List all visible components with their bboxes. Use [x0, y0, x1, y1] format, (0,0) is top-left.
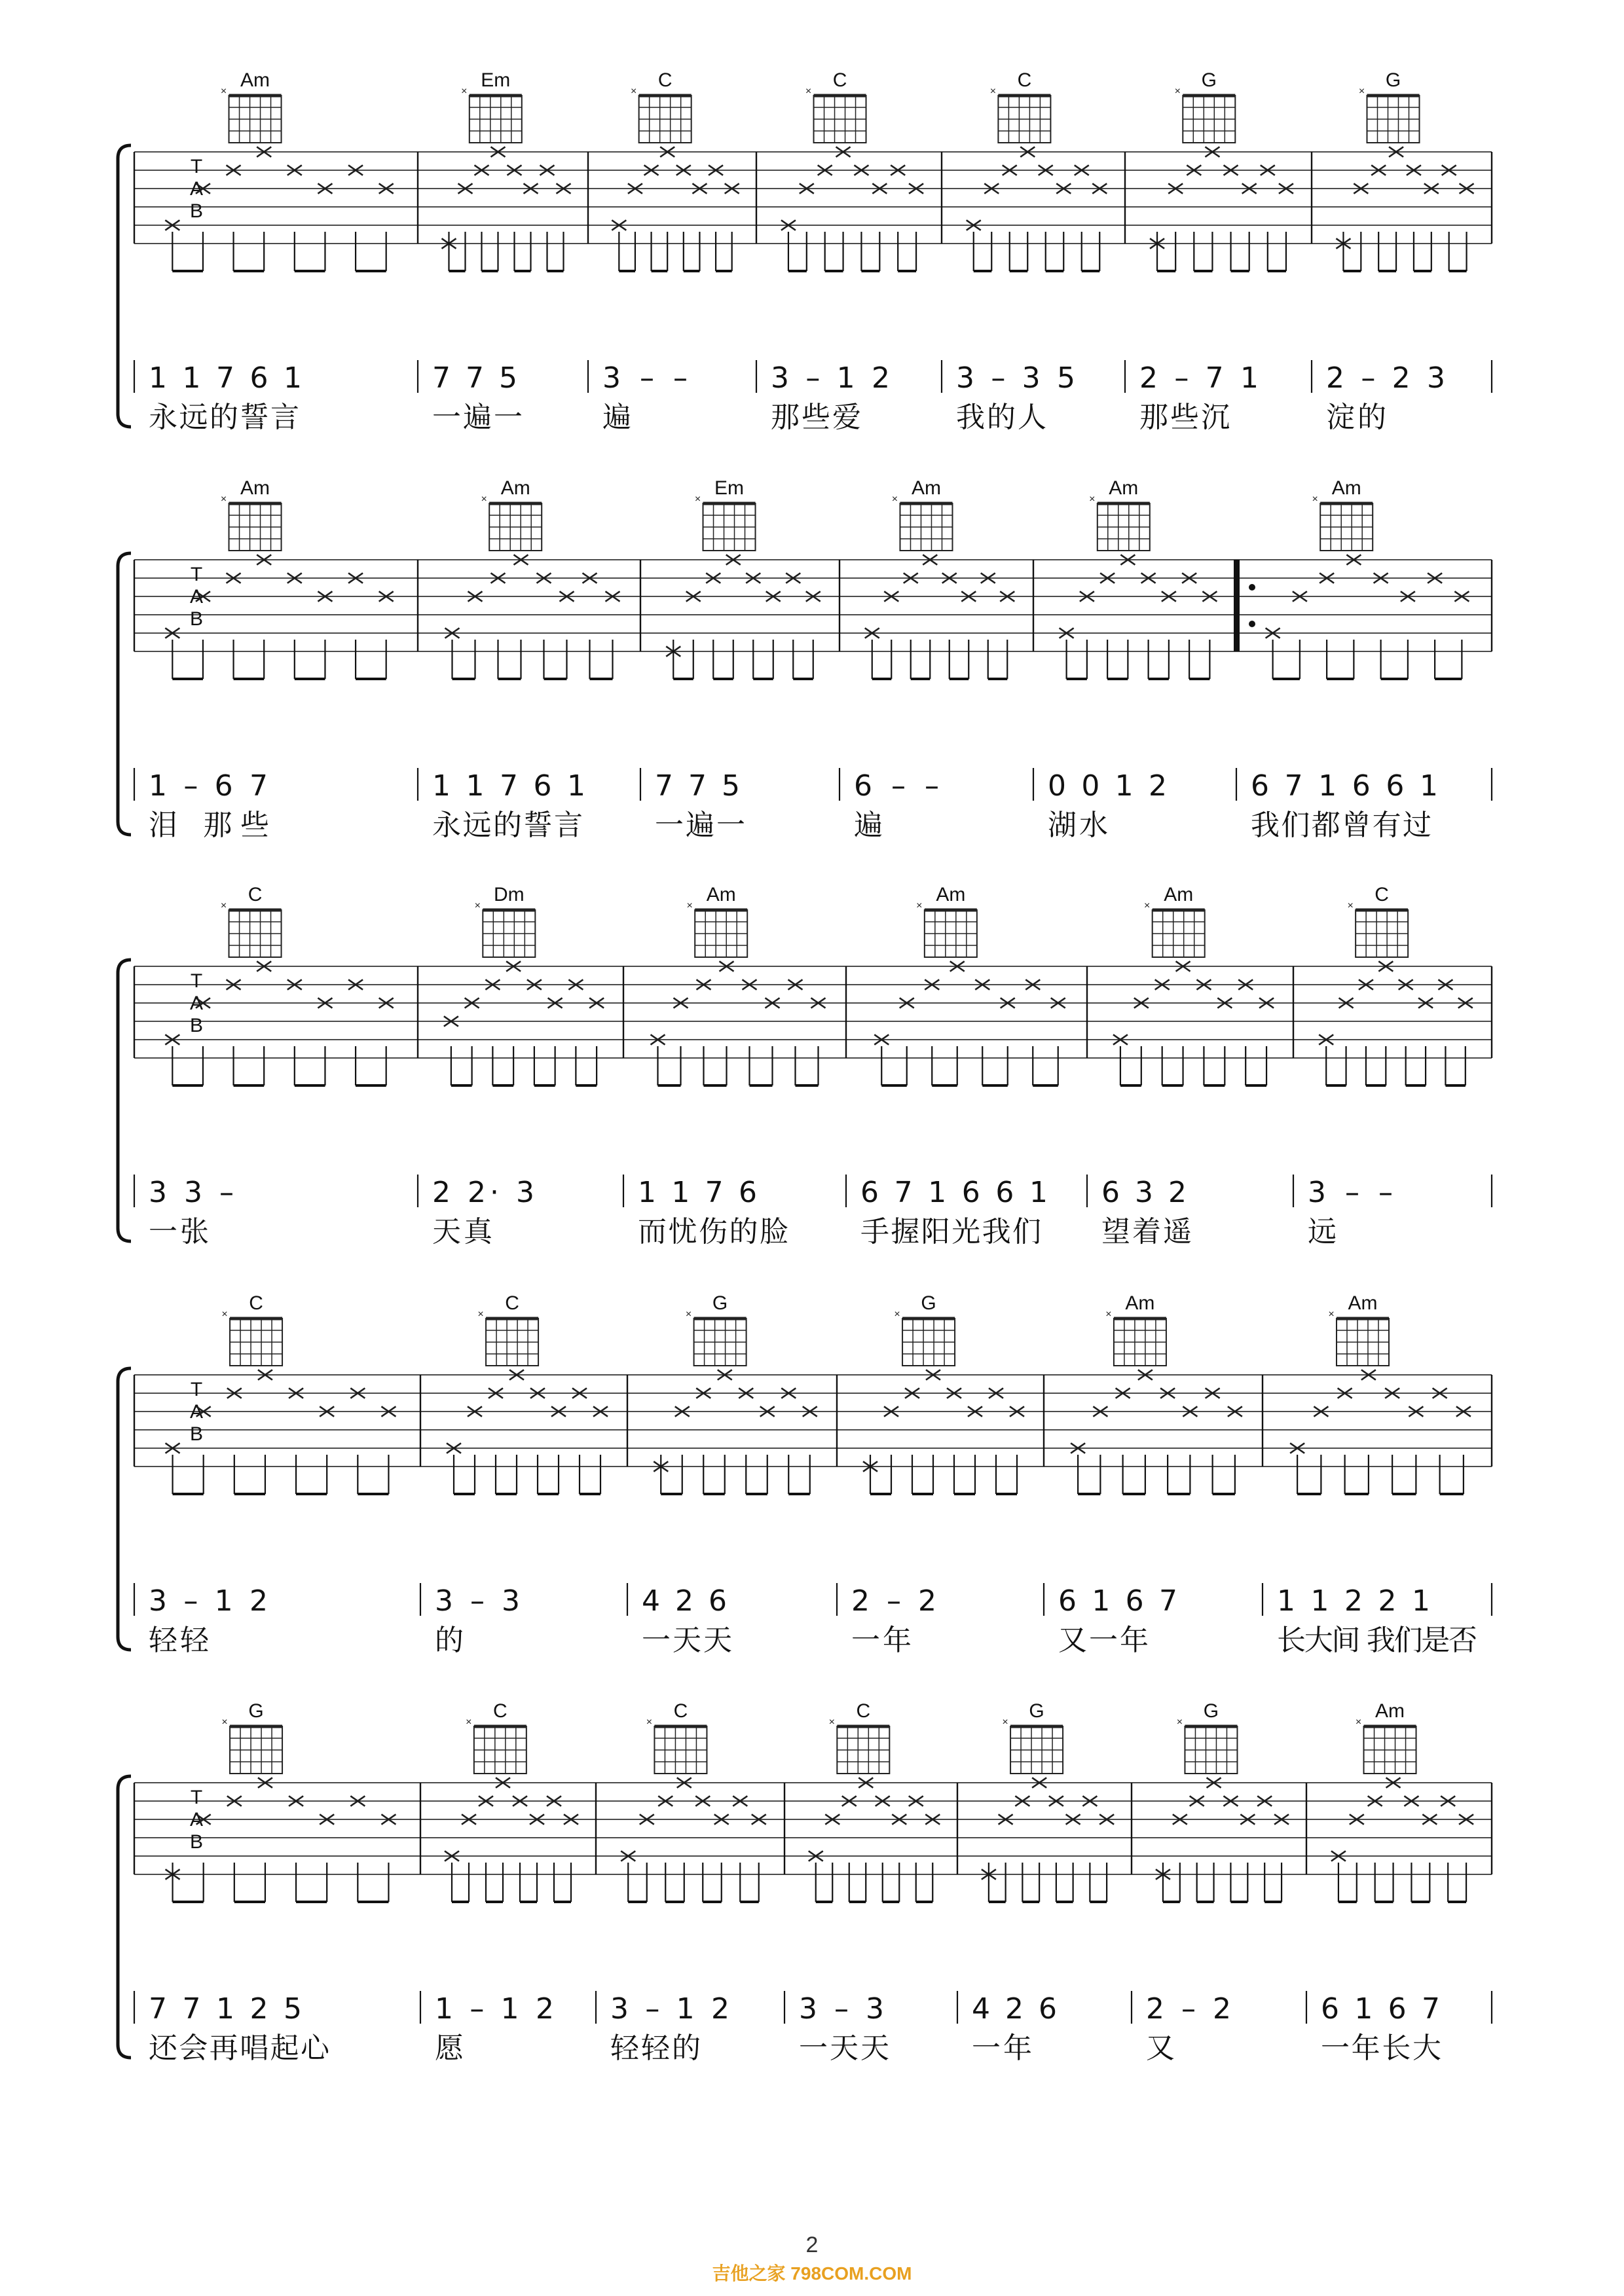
jianpu-measure: 3 – – — [1308, 1176, 1393, 1209]
lyric-text: 一遍一 — [655, 809, 745, 842]
jianpu-measure: 1 1 7 6 — [638, 1176, 757, 1209]
tab-system — [118, 1776, 1492, 2065]
chord-name: Am — [240, 477, 270, 499]
chord-name: C — [673, 1700, 688, 1722]
lyric-text: 淀的 — [1326, 401, 1386, 434]
jianpu-measure: 7 7 1 2 5 — [149, 1992, 302, 2026]
chord-name: Am — [706, 884, 736, 905]
jianpu-measure: 3 – 1 2 — [149, 1584, 268, 1618]
lyric-text: 又一年 — [1058, 1624, 1149, 1657]
lyric-text: 一天天 — [642, 1624, 732, 1657]
lyric-text: 我的人 — [956, 401, 1046, 434]
chord-name: C — [1375, 884, 1389, 905]
tab-clef-letter: B — [189, 1831, 204, 1853]
chord-name: G — [1029, 1700, 1044, 1722]
lyric-text: 远 — [1308, 1215, 1337, 1248]
tab-system — [118, 1368, 1492, 1657]
tab-clef-letter: B — [189, 1015, 204, 1036]
chord-diagram — [805, 69, 866, 143]
jianpu-measure: 1 – 1 2 — [435, 1992, 554, 2026]
chord-diagram — [646, 1700, 707, 1774]
jianpu-measure: 6 7 1 6 6 1 — [860, 1176, 1048, 1209]
chord-diagram — [1347, 884, 1408, 957]
lyric-text: 又 — [1146, 2032, 1175, 2065]
tab-clef-letter: A — [189, 1809, 204, 1831]
chord-mute-mark: × — [646, 1717, 653, 1728]
chord-mute-mark: × — [481, 494, 487, 505]
lyric-text: 一张 — [149, 1215, 209, 1248]
chord-name: Em — [481, 69, 511, 91]
chord-diagram — [1089, 477, 1150, 551]
chord-mute-mark: × — [630, 86, 637, 97]
jianpu-measure: 7 7 5 — [432, 361, 517, 395]
chord-diagram — [221, 69, 282, 143]
chord-name: Am — [500, 477, 530, 499]
chord-mute-mark: × — [686, 900, 693, 911]
chord-name: C — [493, 1700, 507, 1722]
jianpu-measure: 6 1 6 7 — [1321, 1992, 1440, 2026]
jianpu-measure: 6 3 2 — [1101, 1176, 1187, 1209]
lyric-text: 一年 — [972, 2032, 1032, 2065]
tab-system — [118, 553, 1492, 842]
lyric-text: 愿 — [435, 2032, 464, 2065]
chord-diagram — [1175, 69, 1236, 143]
chord-mute-mark: × — [1347, 900, 1354, 911]
chord-mute-mark: × — [221, 1309, 228, 1320]
chord-diagram — [466, 1700, 526, 1774]
chord-name: Dm — [493, 884, 525, 905]
lyric-text: 那些爱 — [771, 401, 861, 434]
jianpu-measure: 1 1 2 2 1 — [1277, 1584, 1430, 1618]
chord-name: C — [657, 69, 673, 91]
tab-clef-letter: B — [189, 608, 204, 630]
chord-name: C — [1017, 69, 1032, 91]
lyric-text: 还会再唱起心 — [149, 2032, 329, 2065]
tab-clef-letter: T — [190, 970, 203, 992]
chord-mute-mark: × — [474, 900, 481, 911]
chord-diagram — [686, 1292, 747, 1366]
chord-name: Am — [240, 69, 270, 91]
chord-mute-mark: × — [1355, 1717, 1362, 1728]
chord-diagram — [1105, 1292, 1166, 1366]
chord-mute-mark: × — [220, 494, 227, 505]
tab-system — [118, 960, 1492, 1248]
chord-mute-mark: × — [461, 86, 468, 97]
lyric-text: 轻轻的 — [610, 2032, 701, 2065]
chord-name: G — [1385, 69, 1401, 91]
tab-clef-letter: A — [189, 178, 204, 200]
repeat-bar — [1234, 560, 1240, 651]
chord-diagram — [1328, 1292, 1389, 1366]
chord-mute-mark: × — [477, 1309, 484, 1320]
page-number: 2 — [805, 2232, 819, 2257]
jianpu-measure: 3 – 3 — [435, 1584, 520, 1618]
chord-mute-mark: × — [220, 900, 227, 911]
system-bracket — [118, 1776, 131, 2058]
chord-diagram — [892, 477, 953, 551]
jianpu-measure: 2 2· 3 — [432, 1176, 534, 1209]
tab-clef-letter: T — [190, 156, 203, 177]
chord-diagram — [687, 884, 748, 957]
chord-diagram — [1312, 477, 1373, 551]
chord-name: G — [921, 1292, 936, 1314]
lyric-text: 遍 — [602, 401, 631, 434]
lyric-text: 一年长大 — [1321, 2032, 1441, 2065]
chord-mute-mark: × — [989, 86, 997, 97]
jianpu-measure: 6 1 6 7 — [1058, 1584, 1177, 1618]
jianpu-measure: 3 – 3 5 — [956, 361, 1075, 395]
tab-clef-letter: A — [189, 586, 204, 608]
chord-name: Em — [714, 477, 745, 499]
chord-name: C — [856, 1700, 871, 1722]
jianpu-measure: 2 – 2 — [1146, 1992, 1231, 2026]
lyric-text: 我们都曾有过 — [1251, 809, 1431, 842]
tab-clef-letter: T — [190, 1787, 203, 1808]
tab-clef-letter: T — [190, 1379, 203, 1400]
tab-clef-letter: B — [189, 200, 204, 222]
chord-name: Am — [1375, 1700, 1405, 1722]
repeat-dot — [1249, 584, 1255, 591]
chord-diagram — [1144, 884, 1205, 957]
jianpu-measure: 3 3 – — [149, 1176, 234, 1209]
chord-diagram — [829, 1700, 890, 1774]
chord-mute-mark: × — [1002, 1717, 1008, 1728]
chord-mute-mark: × — [805, 86, 812, 97]
lyric-text: 湖水 — [1048, 809, 1108, 842]
chord-mute-mark: × — [1174, 86, 1181, 97]
chord-diagram — [221, 477, 282, 551]
tab-clef-letter: B — [189, 1423, 204, 1445]
tab-clef-letter: A — [189, 1401, 204, 1423]
lyric-text: 而忧伤的脸 — [638, 1215, 788, 1248]
jianpu-measure: 3 – 1 2 — [771, 361, 890, 395]
chord-diagram — [1177, 1700, 1238, 1774]
chord-mute-mark: × — [1144, 900, 1151, 911]
lyric-text: 永远的誓言 — [432, 809, 583, 842]
chord-name: C — [249, 1292, 263, 1314]
chord-diagram — [631, 69, 692, 143]
jianpu-measure: 2 – 7 1 — [1139, 361, 1259, 395]
chord-name: C — [832, 69, 847, 91]
chord-diagram — [221, 1292, 282, 1366]
chord-diagram — [1002, 1700, 1063, 1774]
chord-mute-mark: × — [466, 1717, 472, 1728]
chord-mute-mark: × — [916, 900, 923, 911]
chord-mute-mark: × — [828, 1717, 835, 1728]
jianpu-measure: 1 1 7 6 1 — [149, 361, 302, 395]
chord-mute-mark: × — [891, 494, 898, 505]
chord-diagram — [481, 477, 542, 551]
chord-mute-mark: × — [1105, 1309, 1112, 1320]
repeat-dot — [1249, 621, 1255, 627]
chord-name: G — [1201, 69, 1217, 91]
chord-mute-mark: × — [221, 1717, 228, 1728]
tab-clef-letter: T — [190, 564, 203, 585]
watermark-logo: 吉他之家 798COM.COM — [712, 2263, 912, 2284]
lyric-text: 一年 — [851, 1624, 912, 1657]
chord-diagram — [916, 884, 977, 957]
chord-name: Am — [1164, 884, 1194, 905]
tab-clef-letter: A — [189, 993, 204, 1014]
lyric-text: 泪 那些 — [149, 809, 269, 842]
jianpu-measure: 6 7 1 6 6 1 — [1251, 769, 1438, 803]
jianpu-measure: 4 2 6 — [972, 1992, 1057, 2026]
chord-name: G — [248, 1700, 264, 1722]
chord-diagram — [990, 69, 1051, 143]
system-bracket — [118, 145, 131, 427]
lyric-text: 天真 — [432, 1215, 492, 1248]
chord-mute-mark: × — [694, 494, 701, 505]
chord-name: G — [712, 1292, 728, 1314]
chord-diagram — [221, 1700, 282, 1774]
chord-mute-mark: × — [1358, 86, 1365, 97]
chord-diagram — [477, 1292, 538, 1366]
chord-diagram — [475, 884, 536, 957]
lyric-text: 望着遥 — [1101, 1215, 1192, 1248]
jianpu-measure: 1 – 6 7 — [149, 769, 268, 803]
lyric-text: 遍 — [854, 809, 883, 842]
chord-mute-mark: × — [894, 1309, 900, 1320]
chord-diagram — [1359, 69, 1420, 143]
chord-mute-mark: × — [685, 1309, 692, 1320]
lyric-text: 一天天 — [799, 2032, 889, 2065]
jianpu-measure: 2 – 2 3 — [1326, 361, 1445, 395]
jianpu-measure: 4 2 6 — [642, 1584, 727, 1618]
system-bracket — [118, 553, 131, 835]
system-bracket — [118, 1368, 131, 1650]
jianpu-measure: 6 – – — [854, 769, 939, 803]
chord-name: Am — [911, 477, 941, 499]
lyric-text: 一遍一 — [432, 401, 523, 434]
chord-name: G — [1203, 1700, 1219, 1722]
chord-mute-mark: × — [1176, 1717, 1183, 1728]
chord-mute-mark: × — [1089, 494, 1096, 505]
system-bracket — [118, 960, 131, 1241]
chord-name: Am — [1348, 1292, 1378, 1314]
chord-diagram — [461, 69, 522, 143]
chord-diagram — [894, 1292, 955, 1366]
jianpu-measure: 1 1 7 6 1 — [432, 769, 585, 803]
jianpu-measure: 3 – 1 2 — [610, 1992, 729, 2026]
chord-name: C — [505, 1292, 519, 1314]
chord-diagram — [221, 884, 282, 957]
chord-name: Am — [1331, 477, 1361, 499]
lyric-text: 轻轻 — [149, 1624, 209, 1657]
chord-name: Am — [1109, 477, 1139, 499]
chord-mute-mark: × — [1328, 1309, 1335, 1320]
tab-system — [118, 145, 1492, 434]
chord-name: Am — [936, 884, 966, 905]
chord-mute-mark: × — [1312, 494, 1318, 505]
lyric-text: 那些沉 — [1139, 401, 1230, 434]
chord-name: C — [248, 884, 263, 905]
chord-name: Am — [1125, 1292, 1155, 1314]
lyric-text: 长大间 我们是否 — [1277, 1624, 1477, 1657]
lyric-text: 永远的誓言 — [149, 401, 299, 434]
jianpu-measure: 3 – – — [602, 361, 688, 395]
jianpu-measure: 0 0 1 2 — [1048, 769, 1167, 803]
lyric-text: 手握阳光我们 — [860, 1215, 1041, 1248]
jianpu-measure: 7 7 5 — [655, 769, 740, 803]
chord-diagram — [695, 477, 756, 551]
jianpu-measure: 2 – 2 — [851, 1584, 936, 1618]
chord-mute-mark: × — [220, 86, 227, 97]
jianpu-measure: 3 – 3 — [799, 1992, 884, 2026]
chord-diagram — [1356, 1700, 1416, 1774]
lyric-text: 的 — [435, 1624, 464, 1657]
